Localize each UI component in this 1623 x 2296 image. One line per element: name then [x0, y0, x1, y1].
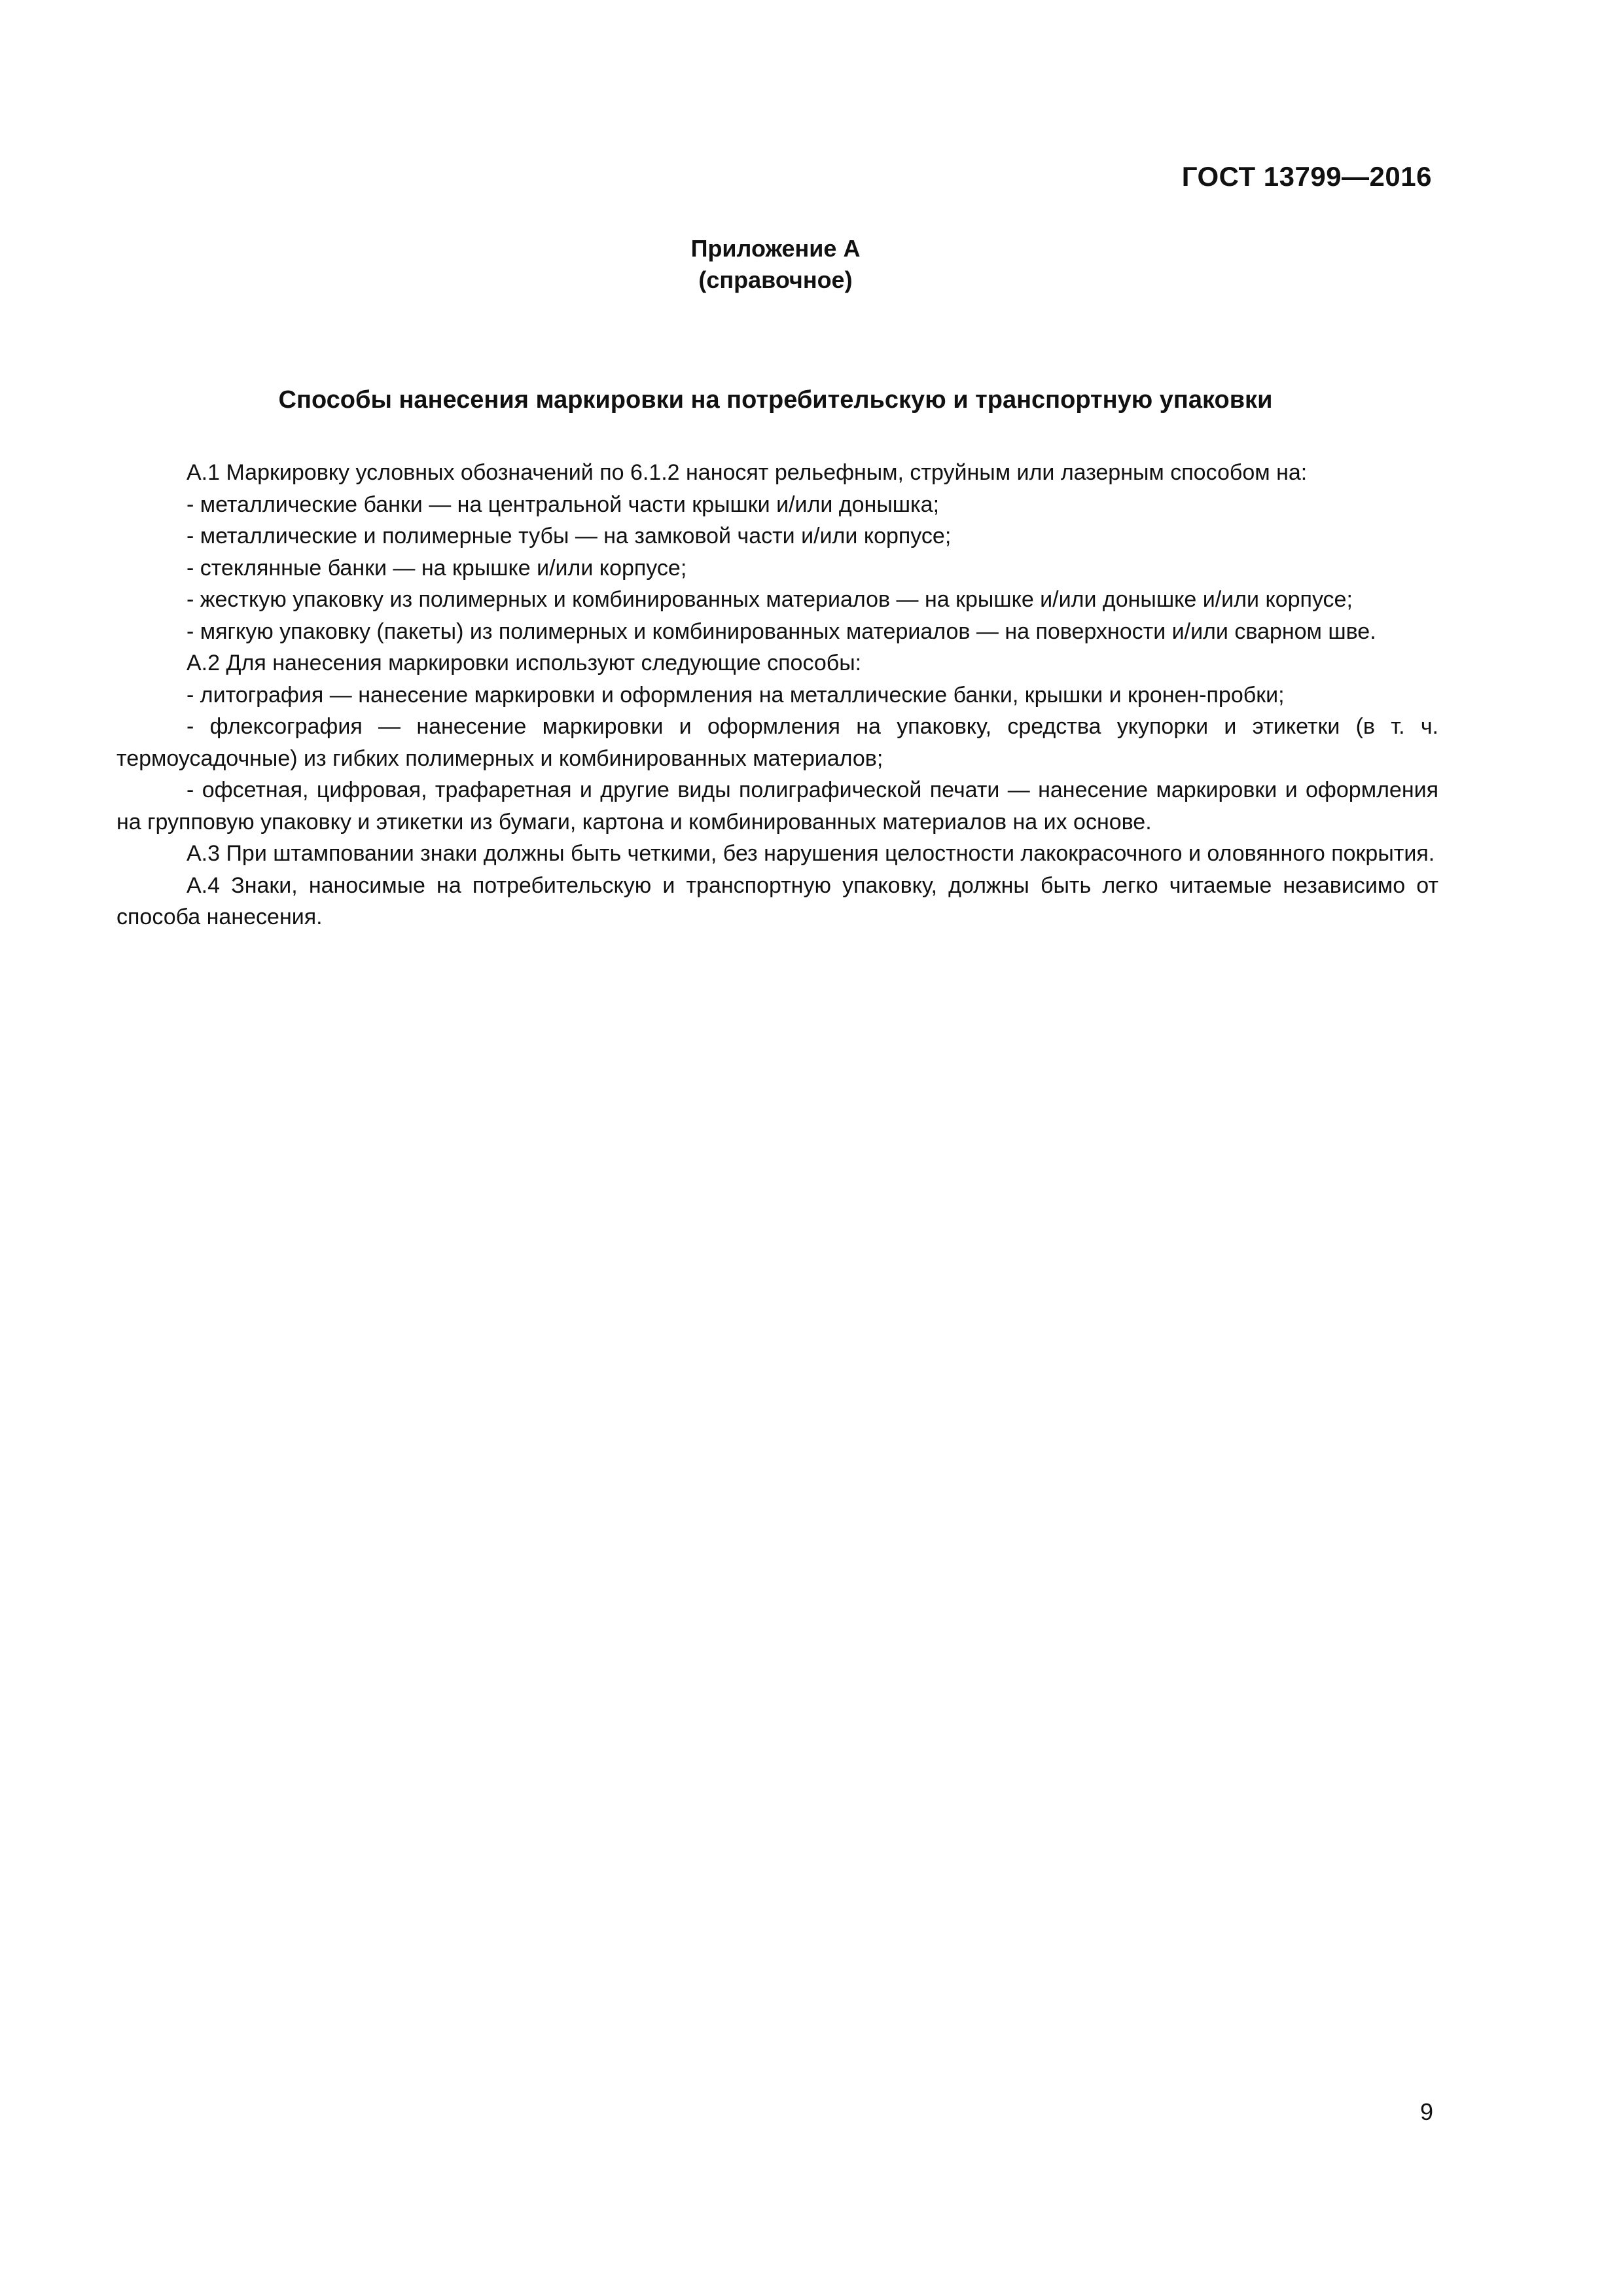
paragraph-a4: А.4 Знаки, наносимые на потребительскую и транспортную упаковку, должны быть легко читаемые независимо от способа нанесения. — [116, 872, 1438, 929]
list-item: - флексография — нанесение маркировки и оформления на упаковку, средства укупорки и этикетки (в т. ч. термоусадочные) из гибких полимерных и комбинированных материалов; — [116, 714, 1438, 771]
page-number: 9 — [1419, 2098, 1433, 2125]
paragraph-a2: А.2 Для нанесения маркировки используют следующие способы: — [187, 651, 862, 675]
list-item: - жесткую упаковку из полимерных и комбинированных материалов — на крышке и/или донышке и/или корпусе; — [187, 587, 1353, 612]
list-item: - офсетная, цифровая, трафаретная и другие виды полиграфической печати — нанесение маркировки и оформления на групповую упаковку и этикетки из бумаги, картона и комбинированных материалов на их основе. — [116, 778, 1438, 834]
paragraph-a1: А.1 Маркировку условных обозначений по 6.1.2 наносят рельефным, струйным или лазерным способом на: — [187, 460, 1308, 485]
appendix-status: (справочное) — [698, 266, 853, 293]
appendix-title: Приложение А — [690, 235, 861, 262]
paragraph-a3: А.3 При штамповании знаки должны быть четкими, без нарушения целостности лакокрасочного и оловянного покрытия. — [187, 841, 1435, 866]
section-title: Способы нанесения маркировки на потребительскую и транспортную упаковки — [278, 386, 1273, 414]
list-item: - литография — нанесение маркировки и оформления на металлические банки, крышки и кронен-пробки; — [187, 682, 1285, 708]
body-text — [116, 457, 1438, 933]
list-item: - металлические банки — на центральной части крышки и/или донышка; — [187, 492, 940, 517]
standard-code: ГОСТ 13799—2016 — [1181, 161, 1432, 192]
list-item: - стеклянные банки — на крышке и/или корпусе; — [187, 555, 687, 581]
list-item: - металлические и полимерные тубы — на замковой части и/или корпусе; — [187, 524, 952, 548]
appendix-heading — [0, 233, 1551, 296]
list-item: - мягкую упаковку (пакеты) из полимерных и комбинированных материалов — на поверхности и/или сварном шве. — [187, 619, 1376, 644]
